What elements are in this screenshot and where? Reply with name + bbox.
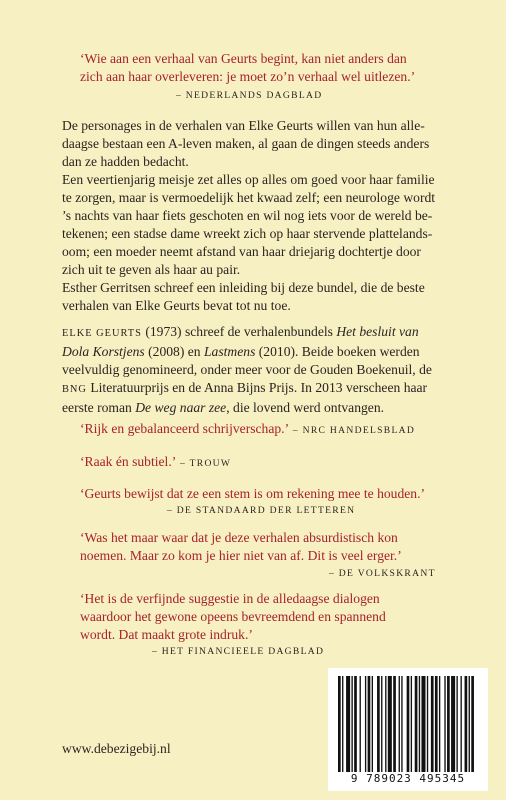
blurb-paragraph xyxy=(62,117,492,315)
quote-text: ‘Rijk en gebalanceerd schrijverschap.’ xyxy=(80,421,290,436)
book-title: Dola Korstjens xyxy=(62,344,145,359)
barcode-bar xyxy=(465,676,468,772)
barcode-bar xyxy=(415,676,418,772)
bio-line xyxy=(62,323,492,343)
barcode-bar xyxy=(456,676,457,772)
quote-fd xyxy=(80,590,490,644)
barcode-bar xyxy=(427,676,428,772)
author-bio xyxy=(62,323,492,417)
quote-source: – HET FINANCIEELE DAGBLAD xyxy=(152,646,325,657)
quote-volkskrant xyxy=(80,529,490,565)
author-name: ELKE GEURTS xyxy=(62,328,142,339)
book-title: De weg naar zee xyxy=(135,400,227,415)
barcode-bar xyxy=(469,676,470,772)
quote-source: – NRC HANDELSBLAD xyxy=(289,425,416,436)
barcode-bar xyxy=(431,676,434,772)
barcode-bar xyxy=(451,676,455,772)
book-title: Het besluit van xyxy=(336,324,419,339)
barcode-bar xyxy=(447,676,450,772)
blurb-line: daagse bestaan een A-leven maken, al gaan de dingen steeds anders xyxy=(62,136,430,151)
isbn-number: 9 789023 495345 xyxy=(350,772,466,785)
barcode-bar xyxy=(421,676,425,772)
quote-line: waardoor het gewone opeens bevreemdend en spannend xyxy=(80,609,386,624)
barcode-bar xyxy=(360,676,361,772)
barcode-bar xyxy=(407,676,410,772)
barcode-bar xyxy=(388,676,392,772)
barcode-bar xyxy=(338,676,341,772)
barcode-bar xyxy=(461,676,462,772)
bio-text: (2008) en xyxy=(144,344,204,359)
blurb-line: te zorgen, maar is vermoedelijk het kwaad zelf; een neurologe wordt xyxy=(62,190,436,205)
barcode-bar xyxy=(393,676,396,772)
bio-text: Literatuurprijs en de Anna Bijns Prijs. In 2013 verscheen haar xyxy=(86,380,428,395)
barcode-bar xyxy=(385,676,386,772)
quote-nrc xyxy=(80,420,415,440)
blurb-line: zich uit te geven als haar au pair. xyxy=(62,262,241,277)
quote-source: – DE VOLKSKRANT xyxy=(329,568,436,579)
barcode-bar xyxy=(368,676,371,772)
bio-text: (2010). Beide boeken werden xyxy=(255,344,420,359)
barcode-bar xyxy=(411,676,412,772)
barcode-bar xyxy=(444,676,445,772)
barcode-bar xyxy=(381,676,382,772)
blurb-line: dan ze hadden bedacht. xyxy=(62,154,189,169)
quote-line: wordt. Dat maakt grote indruk.’ xyxy=(80,627,253,642)
barcode-box xyxy=(328,668,488,791)
bio-text: (1973) schreef de verhalenbundels xyxy=(141,324,337,339)
quote-line: noemen. Maar zo kom je hier niet van af. Dit is veel erger.’ xyxy=(80,548,402,563)
blurb-line: oom; een moeder neemt afstand van haar driejarig dochtertje door xyxy=(62,244,421,259)
quote-source: – NEDERLANDS DAGBLAD xyxy=(176,90,323,101)
blurb-line: Esther Gerritsen schreef een inleiding bij deze bundel, die de beste xyxy=(62,280,425,295)
barcode-bar xyxy=(342,676,343,772)
blurb-line: ’s nachts van haar fiets geschoten en wil nog iets voor de wereld be- xyxy=(62,208,433,223)
quote-standaard: ‘Geurts bewijst dat ze een stem is om rekening mee te houden.’ xyxy=(80,486,426,501)
blurb-line: tekenen; een stadse dame wreekt zich op haar stervende plattelands- xyxy=(62,226,433,241)
bng-label: BNG xyxy=(62,384,87,395)
blurb-line: Een veertienjarig meisje zet alles op alles om goed voor haar familie xyxy=(62,172,435,187)
barcode-bar xyxy=(419,676,420,772)
quote-line: ‘Was het maar waar dat je deze verhalen absurdistisch kon xyxy=(80,530,398,545)
barcode-bar xyxy=(439,676,440,772)
barcode-bar xyxy=(346,676,350,772)
barcode-bar xyxy=(399,676,400,772)
barcode-bar xyxy=(354,676,357,772)
quote-trouw xyxy=(80,453,231,473)
barcode-bar xyxy=(401,676,402,772)
quote-line: zich aan haar overleveren: je moet zo’n verhaal wel uitlezen.’ xyxy=(80,69,416,84)
barcode-bar xyxy=(471,676,474,772)
barcode xyxy=(338,676,478,772)
blurb-line: verhalen van Elke Geurts bevat tot nu toe. xyxy=(62,298,291,313)
bio-line xyxy=(62,399,492,417)
barcode-bar xyxy=(365,676,366,772)
quote-text: ‘Raak én subtiel.’ xyxy=(80,454,177,469)
barcode-bar xyxy=(372,676,373,772)
quote-source: – TROUW xyxy=(176,458,232,469)
barcode-bar xyxy=(435,676,438,772)
quote-source: – DE STANDAARD DER LETTEREN xyxy=(167,505,356,516)
bio-line: veelvuldig genomineerd, onder meer voor de Gouden Boekenuil, de xyxy=(62,362,432,377)
bio-line xyxy=(62,343,492,361)
quote-nd xyxy=(80,50,480,86)
book-title: Lastmens xyxy=(204,344,256,359)
barcode-bar xyxy=(351,676,352,772)
barcode-bar xyxy=(377,676,380,772)
bio-text: eerste roman xyxy=(62,400,136,415)
quote-line: ‘Wie aan een verhaal van Geurts begint, kan niet anders dan xyxy=(80,51,407,66)
quote-line: ‘Het is de verfijnde suggestie in de alledaagse dialogen xyxy=(80,591,380,606)
bio-text: , die lovend werd ontvangen. xyxy=(226,400,385,415)
blurb-line: De personages in de verhalen van Elke Geurts willen van hun alle- xyxy=(62,118,425,133)
bio-line xyxy=(62,379,492,399)
publisher-url[interactable]: www.debezigebij.nl xyxy=(62,741,171,756)
